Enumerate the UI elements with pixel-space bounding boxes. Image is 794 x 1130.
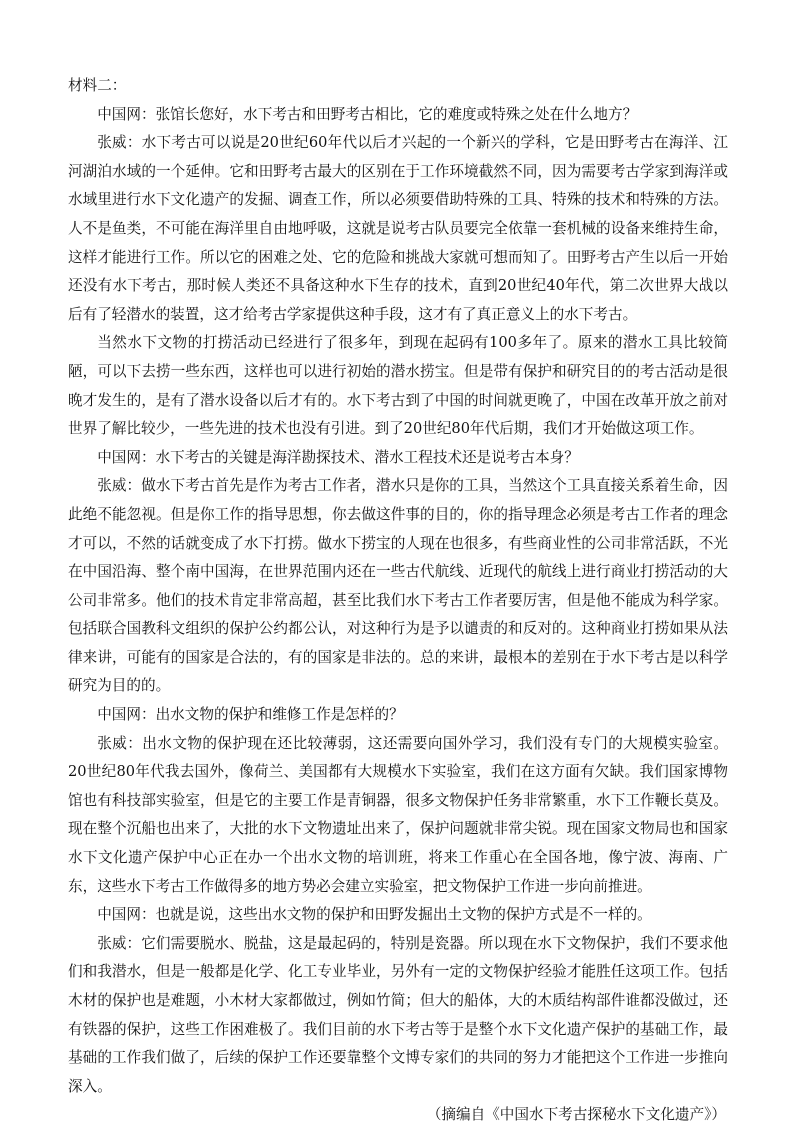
interview-answer-continued: 当然水下文物的打捞活动已经进行了很多年，到现在起码有100多年了。原来的潜水工具比较简陋，可以下去捞一些东西，这样也可以进行初始的潜水捞宝。但是带有保护和研究目的的考古活动是很晚才发生的，是有了潜水设备以后才有的。水下考古到了中国的时间就更晚了，中国在改革开放之前对世界了解比较少，一些先进的技术也没有引进。到了20世纪80年代后期，我们才开始做这项工作。 xyxy=(68,334,728,438)
document-page xyxy=(68,72,728,1130)
interview-question: 中国网：张馆长您好，水下考古和田野考古相比，它的难度或特殊之处在什么地方？ xyxy=(97,105,638,123)
interview-question: 中国网：也就是说，这些出水文物的保护和田野发掘出土文物的保护方式是不一样的。 xyxy=(97,906,652,924)
interview-answer: 张威：做水下考古首先是作为考古工作者，潜水只是你的工具，当然这个工具直接关系着生命，因此绝不能忽视。但是你工作的指导思想，你去做这件事的目的，你的指导理念必须是考古工作者的理念才可以，不然的话就变成了水下打捞。做水下捞宝的人现在也很多，有些商业性的公司非常活跃，不光在中国沿海、整个南中国海，在世界范围内还在一些古代航线、近现代的航线上进行商业打捞活动的大公司非常多。他们的技术肯定非常高超，甚至比我们水下考古工作者要厉害，但是他不能成为科学家。包括联合国教科文组织的保护公约都公认，对这种行为是予以谴责的和反对的。这种商业打捞如果从法律来讲，可能有的国家是合法的，有的国家是非法的。总的来讲，最根本的差别在于水下考古是以科学研究为目的的。 xyxy=(68,477,728,695)
interview-question: 中国网：出水文物的保护和维修工作是怎样的？ xyxy=(97,706,404,724)
material-heading: 材料二： xyxy=(68,77,127,94)
source-citation: （摘编自《中国水下考古探秘水下文化遗产》） xyxy=(426,1106,726,1124)
interview-question: 中国网：水下考古的关键是海洋勘探技术、潜水工程技术还是说考古本身？ xyxy=(97,448,579,466)
interview-answer: 张威：出水文物的保护现在还比较薄弱，这还需要向国外学习，我们没有专门的大规模实验室。20世纪80年代我去国外，像荷兰、美国都有大规模水下实验室，我们在这方面有欠缺。我们国家博物馆也有科技部实验室，但是它的主要工作是青铜器，很多文物保护任务非常繁重，水下工作鞭长莫及。现在整个沉船也出来了，大批的水下文物遗址出来了，保护问题就非常尖锐。现在国家文物局也和国家水下文化遗产保护中心正在办一个出水文物的培训班，将来工作重心在全国各地，像宁波、海南、广东，这些水下考古工作做得多的地方势必会建立实验室，把文物保护工作进一步向前推进。 xyxy=(68,734,728,895)
interview-answer: 张威：它们需要脱水、脱盐，这是最起码的，特别是瓷器。所以现在水下文物保护，我们不要求他们和我潜水，但是一般都是化学、化工专业毕业，另外有一定的文物保护经验才能胜任这项工作。包括木材的保护也是难题，小木材大家都做过，例如竹简；但大的船体，大的木质结构部件谁都没做过，还有铁器的保护，这些工作困难极了。我们目前的水下考古等于是整个水下文化遗产保护的基础工作，最基础的工作我们做了，后续的保护工作还要靠整个文博专家们的共同的努力才能把这个工作进一步推向深入。 xyxy=(68,934,728,1095)
interview-answer: 张威：水下考古可以说是20世纪60年代以后才兴起的一个新兴的学科，它是田野考古在海洋、江河湖泊水域的一个延伸。它和田野考古最大的区别在于工作环境截然不同，因为需要考古学家到海洋或水域里进行水下文化遗产的发掘、调查工作，所以必须要借助特殊的工具、特殊的技术和特殊的方法。人不是鱼类，不可能在海洋里自由地呼吸，这就是说考古队员要完全依靠一套机械的设备来维持生命，这样才能进行工作。所以它的困难之处、它的危险和挑战大家就可想而知了。田野考古产生以后一开始还没有水下考古，那时候人类还不具备这种水下生存的技术，直到20世纪40年代，第二次世界大战以后有了轻潜水的装置，这才给考古学家提供这种手段，这才有了真正意义上的水下考古。 xyxy=(68,134,728,323)
